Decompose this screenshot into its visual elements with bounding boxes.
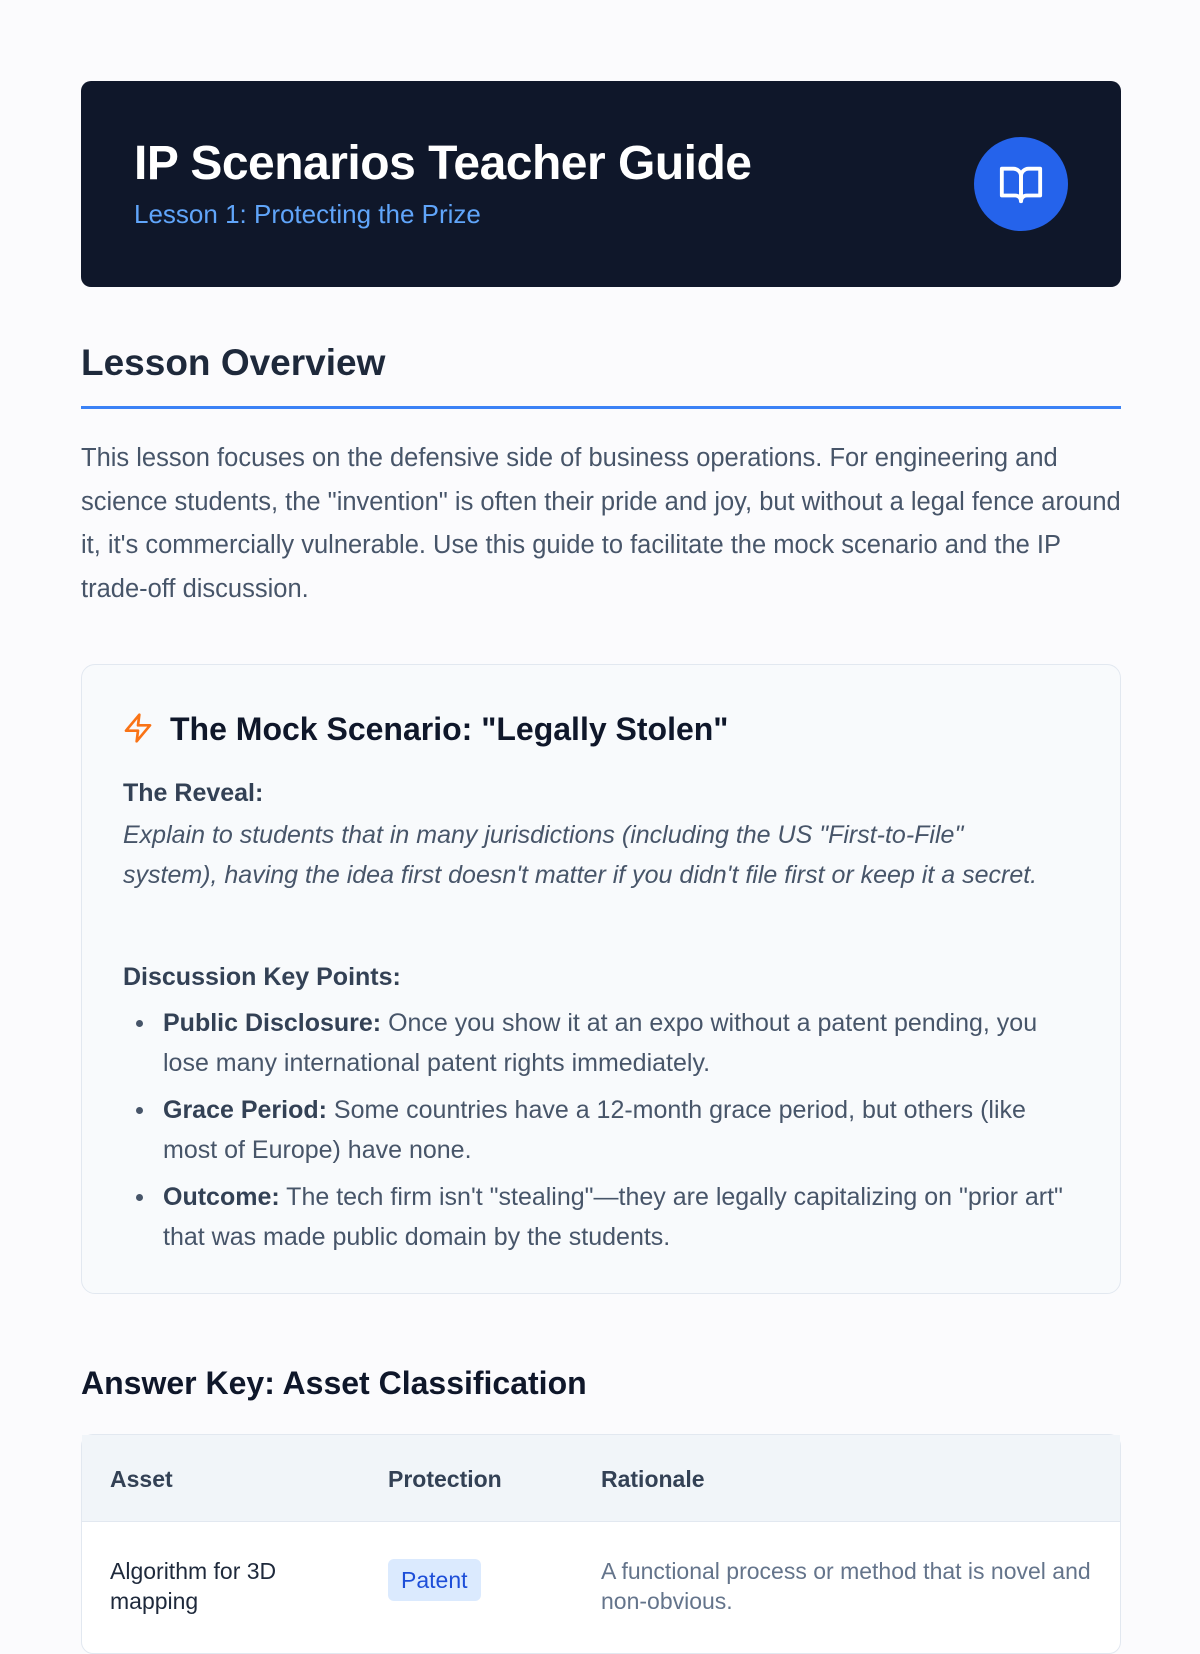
asset-cell: Algorithm for 3D mapping	[110, 1558, 277, 1614]
overview-paragraph: This lesson focuses on the defensive side of business operations. For engineering and science students, the "invention" is often their pride and joy, but without a legal fence around it, it's commercially vulnerable. Use this guide to facilitate the mock scenario and the IP trade-off discussion.	[81, 444, 1121, 603]
list-item	[163, 1177, 1073, 1257]
point-term: Grace Period:	[163, 1096, 327, 1124]
protection-badge: Patent	[388, 1559, 481, 1601]
page-title: IP Scenarios Teacher Guide	[134, 137, 752, 190]
point-text: Once you show it at an expo without a patent pending, you lose many international patent rights immediately.	[163, 1009, 1038, 1077]
point-text: Some countries have a 12-month grace period, but others (like most of Europe) have none.	[163, 1096, 1026, 1164]
scenario-card	[81, 664, 1121, 1294]
header-banner	[81, 81, 1121, 287]
lightning-icon	[122, 711, 154, 750]
list-item	[163, 1003, 1073, 1083]
scenario-title: The Mock Scenario: "Legally Stolen"	[170, 711, 729, 747]
column-header-rationale: Rationale	[601, 1466, 705, 1492]
open-book-icon	[974, 137, 1068, 231]
rationale-cell: A functional process or method that is novel and non-obvious.	[601, 1558, 1091, 1614]
discussion-points-label: Discussion Key Points:	[123, 963, 401, 991]
point-term: Outcome:	[163, 1183, 280, 1211]
answer-key-table	[81, 1434, 1121, 1654]
overview-divider	[81, 406, 1121, 409]
point-term: Public Disclosure:	[163, 1009, 382, 1037]
discussion-points-list	[163, 1003, 1073, 1264]
column-header-asset: Asset	[110, 1466, 173, 1492]
reveal-label: The Reveal:	[123, 779, 264, 807]
column-header-protection: Protection	[388, 1466, 502, 1492]
answer-key-heading: Answer Key: Asset Classification	[81, 1365, 587, 1401]
reveal-text: Explain to students that in many jurisdictions (including the US "First-to-File" system), having the idea first doesn't matter if you didn't file first or keep it a secret.	[123, 821, 1038, 889]
table-header-row	[82, 1435, 1120, 1522]
lesson-subtitle: Lesson 1: Protecting the Prize	[134, 199, 481, 229]
point-text: The tech firm isn't "stealing"—they are legally capitalizing on "prior art" that was made public domain by the students.	[163, 1183, 1063, 1251]
overview-heading: Lesson Overview	[81, 342, 386, 383]
list-item	[163, 1090, 1073, 1170]
